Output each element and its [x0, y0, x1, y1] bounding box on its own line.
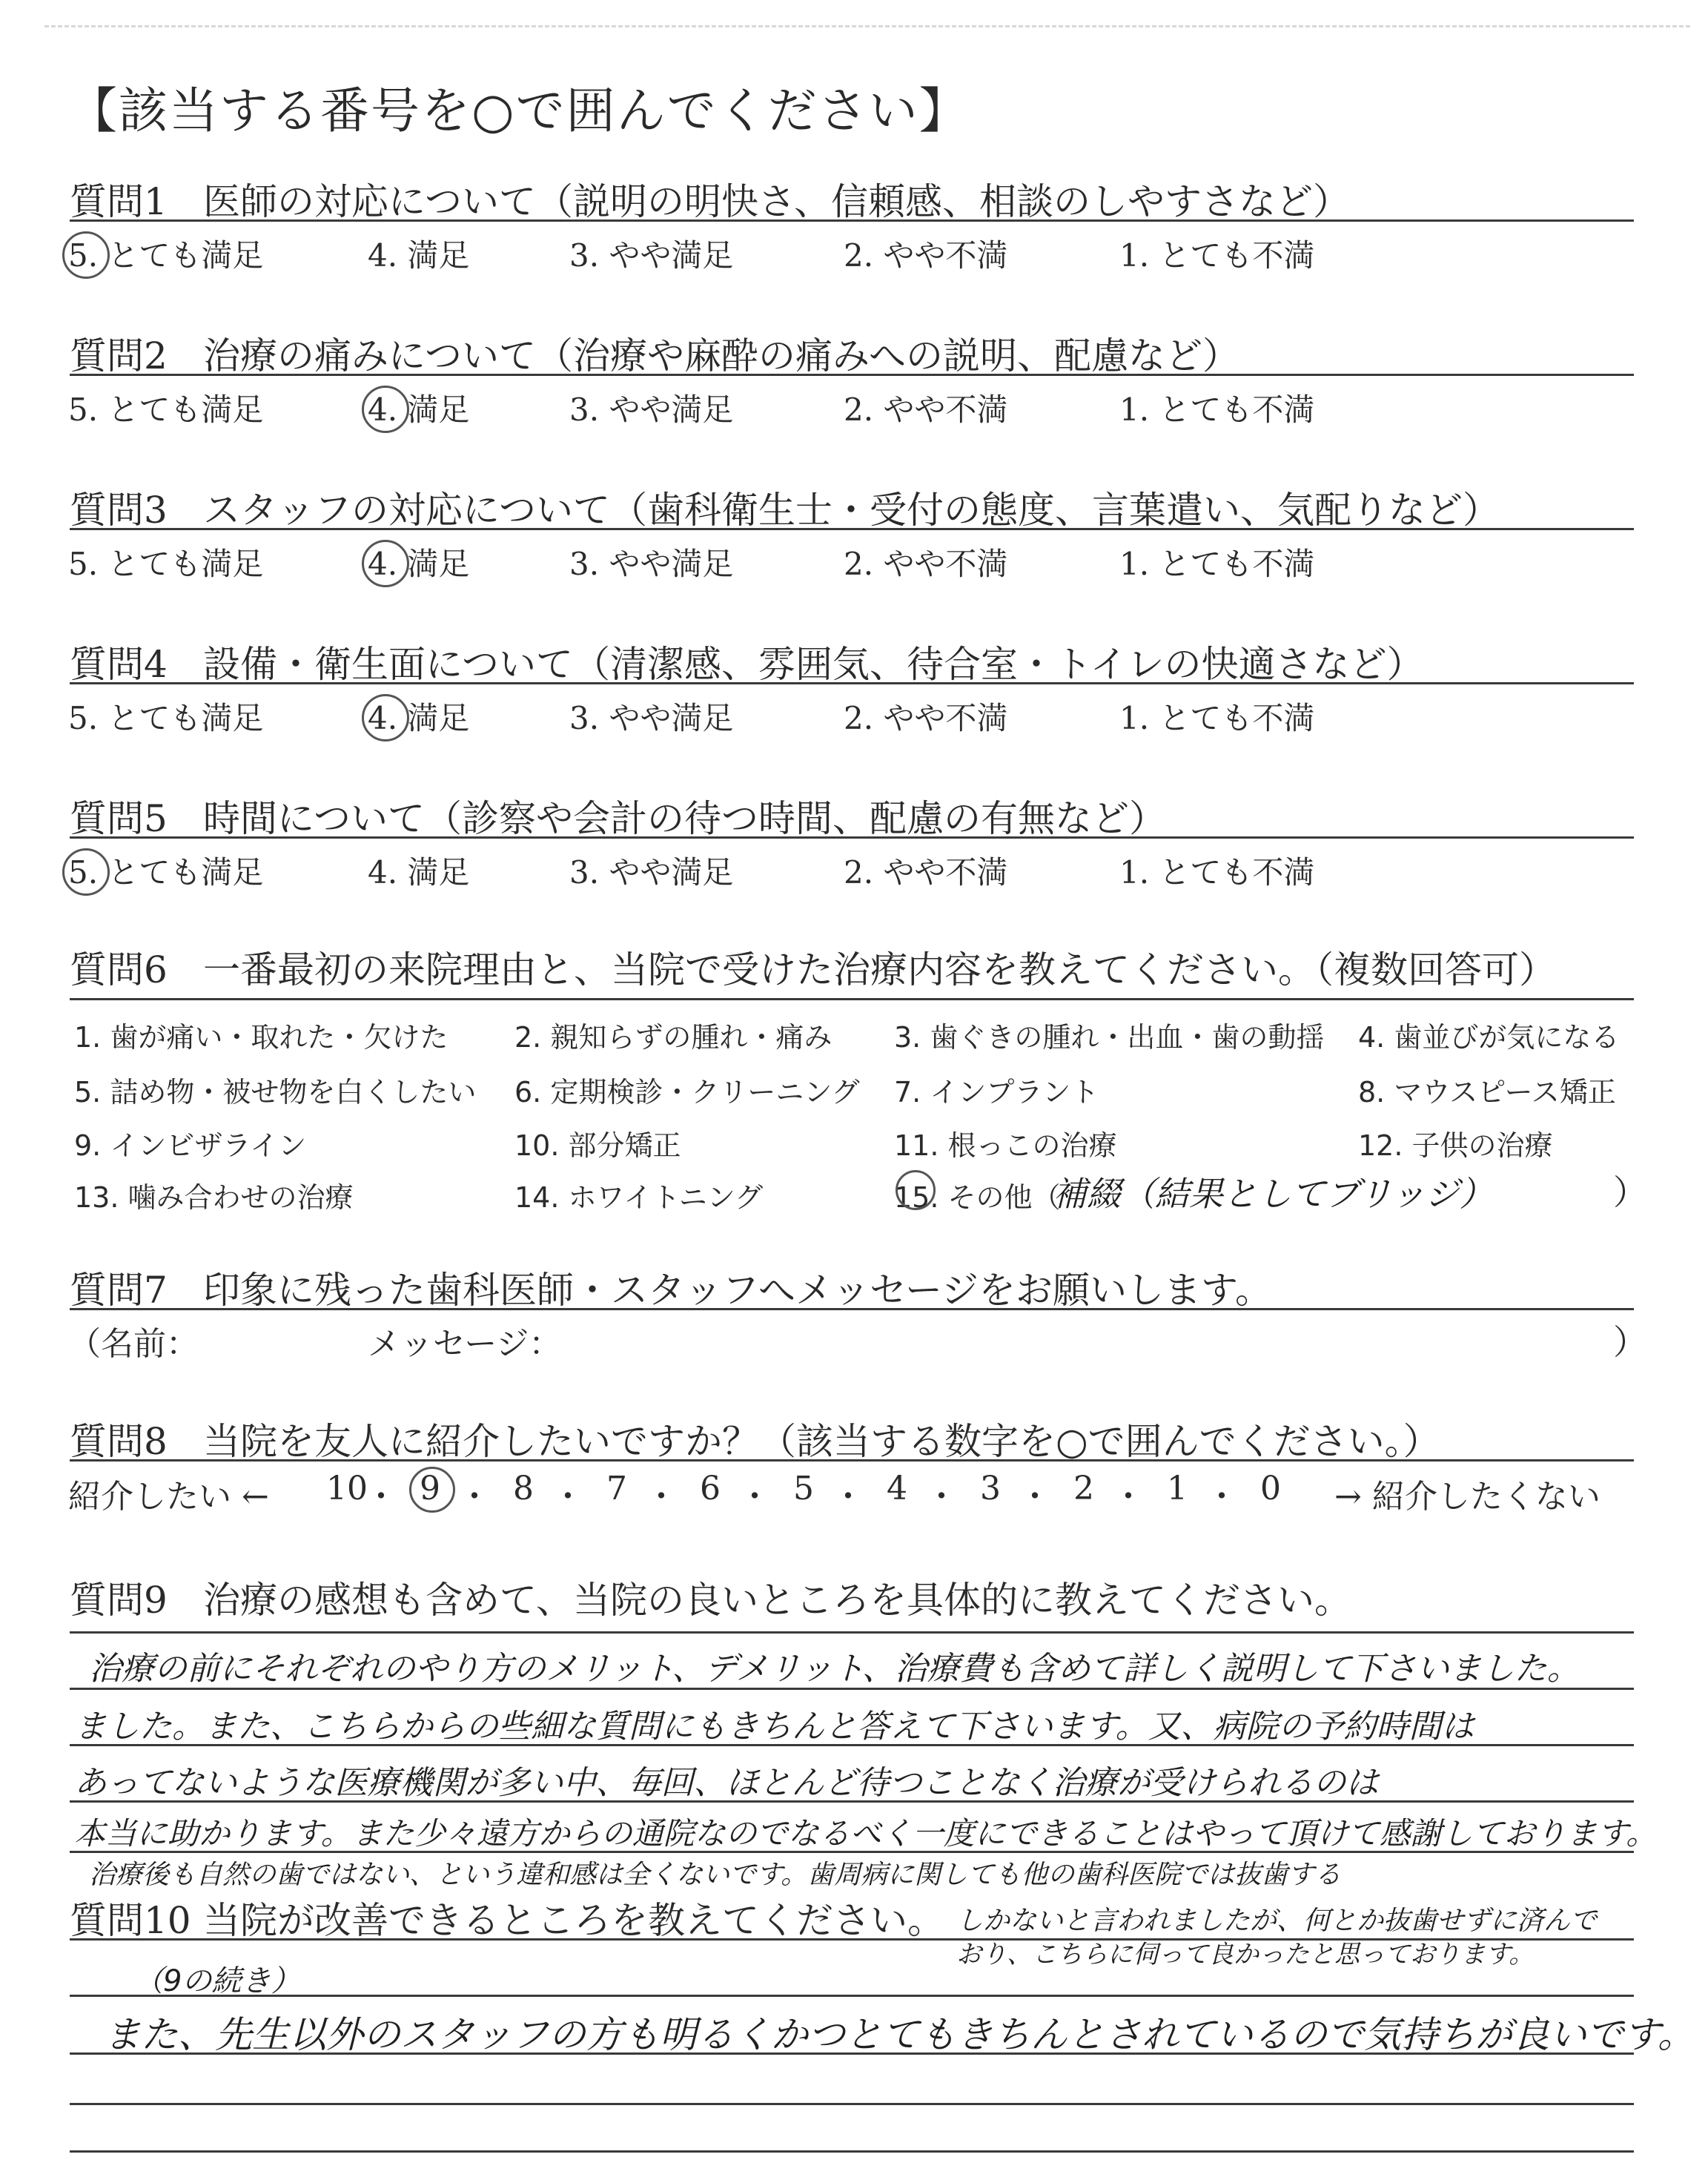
q10-writing-line: [70, 1995, 1634, 1997]
q9-handwritten-line: あってないような医療機関が多い中、毎回、ほとんど待つことなく治療が受けられるのは: [74, 1764, 1379, 1802]
scale-value[interactable]: 6: [700, 1470, 721, 1507]
satisfaction-option[interactable]: 2. やや不満: [844, 546, 1008, 582]
page-header: 【該当する番号を○で囲んでください】: [68, 82, 970, 139]
q7-name-label: （名前：: [68, 1325, 199, 1363]
scale-separator: ・: [1205, 1478, 1238, 1516]
q8-left-label: 紹介したい ←: [68, 1478, 269, 1516]
reason-option[interactable]: 8. マウスピース矯正: [1358, 1076, 1616, 1109]
scale-separator: ・: [365, 1478, 397, 1516]
satisfaction-option[interactable]: 4. 満足: [368, 700, 470, 736]
question-heading: [70, 635, 1424, 688]
reason-option[interactable]: 7. インプラント: [894, 1076, 1099, 1109]
q7-close-paren: ）: [1613, 1322, 1647, 1362]
satisfaction-option[interactable]: 4. 満足: [368, 237, 470, 274]
q9-number: 質問9: [70, 1579, 168, 1622]
satisfaction-option[interactable]: 3. やや満足: [569, 392, 734, 428]
question-heading: [70, 172, 1350, 225]
question-text: 医師の対応について（説明の明快さ、信頼感、相談のしやすさなど）: [203, 180, 1350, 223]
reason-option[interactable]: 1. 歯が痛い・取れた・欠けた: [74, 1021, 448, 1054]
satisfaction-option[interactable]: 5. とても満足: [68, 546, 264, 582]
question-text: 治療の痛みについて（治療や麻酔の痛みへの説明、配慮など）: [203, 334, 1239, 377]
reason-option[interactable]: 13. 噛み合わせの治療: [74, 1181, 354, 1214]
satisfaction-option[interactable]: 1. とても不満: [1119, 700, 1315, 736]
scale-separator: ・: [458, 1478, 491, 1516]
question-heading: [70, 326, 1239, 380]
satisfaction-option[interactable]: 3. やや満足: [569, 546, 734, 582]
satisfaction-option[interactable]: 2. やや不満: [844, 700, 1008, 736]
q10-handwritten-line: また、先生以外のスタッフの方も明るくかつとてもきちんとされているので気持ちが良いです。: [104, 2013, 1695, 2056]
scale-separator: ・: [738, 1478, 771, 1516]
satisfaction-option[interactable]: 1. とても不満: [1119, 546, 1315, 582]
q6-heading: [70, 940, 1556, 994]
reason-option[interactable]: 15. その他（: [894, 1181, 1061, 1214]
q10-text: 当院が改善できるところを教えてください。: [203, 1899, 944, 1942]
scale-value[interactable]: 4: [887, 1470, 907, 1507]
satisfaction-option[interactable]: 1. とても不満: [1119, 392, 1315, 428]
question-rule: [70, 374, 1634, 376]
q7-rule: [70, 1308, 1634, 1310]
reason-option[interactable]: 3. 歯ぐきの腫れ・出血・歯の動揺: [894, 1021, 1325, 1054]
q6-rule: [70, 998, 1634, 1000]
question-text: スタッフの対応について（歯科衛生士・受付の態度、言葉遣い、気配りなど）: [203, 489, 1500, 532]
scale-value[interactable]: 0: [1260, 1470, 1281, 1507]
q8-text: 当院を友人に紹介したいですか？（該当する数字を○で囲んでください。）: [203, 1420, 1440, 1463]
satisfaction-option[interactable]: 3. やや満足: [569, 854, 734, 891]
top-dashed-border: [44, 25, 1690, 27]
q8-rule: [70, 1459, 1634, 1462]
satisfaction-option[interactable]: 5. とても満足: [68, 392, 264, 428]
q6-selected-circle: [896, 1170, 936, 1210]
q10-heading: [70, 1891, 944, 1944]
question-number: 質問1: [70, 180, 168, 223]
selected-answer-circle: [362, 540, 409, 587]
satisfaction-option[interactable]: 3. やや満足: [569, 237, 734, 274]
q9-handwritten-line: 治療後も自然の歯ではない、という違和感は全くないです。歯周病に関しても他の歯科医院では抜歯する: [89, 1860, 1342, 1890]
question-heading: [70, 789, 1166, 842]
q10-writing-line: [70, 2103, 1634, 2105]
scale-separator: ・: [1019, 1478, 1051, 1516]
selected-answer-circle: [62, 848, 110, 896]
selected-answer-circle: [362, 386, 409, 433]
question-text: 設備・衛生面について（清潔感、雰囲気、待合室・トイレの快適さなど）: [203, 643, 1424, 686]
scale-value[interactable]: 10: [326, 1470, 368, 1507]
reason-option[interactable]: 14. ホワイトニング: [514, 1181, 764, 1214]
satisfaction-option[interactable]: 3. やや満足: [569, 700, 734, 736]
scale-separator: ・: [552, 1478, 584, 1516]
scale-value[interactable]: 7: [606, 1470, 627, 1507]
q10-writing-line: [70, 1938, 1634, 1941]
q9-handwritten-line: 本当に助かります。また少々遠方からの通院なのでなるべく一度にできることはやって頂けて感謝しております。: [74, 1815, 1658, 1852]
satisfaction-option[interactable]: 2. やや不満: [844, 854, 1008, 891]
scale-separator: ・: [1112, 1478, 1145, 1516]
q10-handwritten-note: （9の続き）: [133, 1964, 301, 1998]
selected-scale-circle: [409, 1467, 455, 1513]
question-number: 質問4: [70, 643, 168, 686]
question-number: 質問3: [70, 489, 168, 532]
q8-number: 質問8: [70, 1420, 168, 1463]
scale-value[interactable]: 5: [793, 1470, 814, 1507]
satisfaction-option[interactable]: 4. 満足: [368, 546, 470, 582]
q7-number: 質問7: [70, 1269, 168, 1312]
scale-separator: ・: [832, 1478, 864, 1516]
q7-message-label: メッセージ：: [368, 1325, 562, 1363]
reason-option[interactable]: 5. 詰め物・被せ物を白くしたい: [74, 1076, 477, 1109]
reason-option[interactable]: 11. 根っこの治療: [894, 1129, 1117, 1162]
satisfaction-option[interactable]: 5. とても満足: [68, 854, 264, 891]
q7-heading: [70, 1261, 1272, 1314]
q10-writing-line: [70, 2052, 1634, 2055]
satisfaction-option[interactable]: 2. やや不満: [844, 237, 1008, 274]
question-rule: [70, 682, 1634, 684]
q8-right-label: → 紹介したくない: [1334, 1478, 1601, 1516]
satisfaction-option[interactable]: 4. 満足: [368, 854, 470, 891]
reason-option[interactable]: 6. 定期検診・クリーニング: [514, 1076, 860, 1109]
q9-handwritten-line: ました。また、こちらからの些細な質問にもきちんと答えて下さいます。又、病院の予約時間は: [74, 1708, 1474, 1745]
question-rule: [70, 219, 1634, 222]
reason-option[interactable]: 9. インビザライン: [74, 1129, 307, 1162]
q8-heading: [70, 1412, 1440, 1465]
satisfaction-option[interactable]: 2. やや不満: [844, 392, 1008, 428]
q9-text: 治療の感想も含めて、当院の良いところを具体的に教えてください。: [203, 1579, 1351, 1622]
scale-value[interactable]: 1: [1167, 1470, 1188, 1507]
q9-handwritten-line: おり、こちらに伺って良かったと思っております。: [956, 1940, 1535, 1969]
q9-heading: [70, 1571, 1351, 1624]
q6-other-handwritten: 補綴（結果としてブリッジ）: [1053, 1174, 1494, 1214]
question-heading: [70, 480, 1500, 534]
q7-text: 印象に残った歯科医師・スタッフへメッセージをお願いします。: [203, 1269, 1272, 1312]
reason-option[interactable]: 4. 歯並びが気になる: [1358, 1021, 1620, 1054]
scale-separator: ・: [645, 1478, 678, 1516]
scale-value[interactable]: 3: [980, 1470, 1001, 1507]
reason-option[interactable]: 2. 親知らずの腫れ・痛み: [514, 1021, 833, 1054]
scale-value[interactable]: 9: [420, 1470, 440, 1507]
q9-writing-line: [70, 1631, 1634, 1634]
selected-answer-circle: [362, 694, 409, 742]
q6-number: 質問6: [70, 948, 168, 991]
q6-close-paren: ）: [1613, 1172, 1647, 1212]
q10-writing-line: [70, 2150, 1634, 2153]
satisfaction-option[interactable]: 4. 満足: [368, 392, 470, 428]
q10-number: 質問10: [70, 1899, 191, 1942]
satisfaction-option[interactable]: 5. とても満足: [68, 700, 264, 736]
scale-value[interactable]: 2: [1073, 1470, 1094, 1507]
question-rule: [70, 836, 1634, 839]
question-number: 質問5: [70, 797, 168, 840]
satisfaction-option[interactable]: 1. とても不満: [1119, 237, 1315, 274]
selected-answer-circle: [62, 231, 110, 279]
scale-value[interactable]: 8: [513, 1470, 534, 1507]
q9-handwritten-line: しかないと言われましたが、何とか抜歯せずに済んで: [956, 1906, 1598, 1936]
question-number: 質問2: [70, 334, 168, 377]
q9-handwritten-line: 治療の前にそれぞれのやり方のメリット、デメリット、治療費も含めて詳しく説明して下さいました。: [89, 1650, 1580, 1688]
reason-option[interactable]: 10. 部分矯正: [514, 1129, 681, 1162]
question-rule: [70, 528, 1634, 530]
satisfaction-option[interactable]: 5. とても満足: [68, 237, 264, 274]
scale-separator: ・: [925, 1478, 958, 1516]
q6-text: 一番最初の来院理由と、当院で受けた治療内容を教えてください。（複数回答可）: [203, 948, 1556, 991]
satisfaction-option[interactable]: 1. とても不満: [1119, 854, 1315, 891]
reason-option[interactable]: 12. 子供の治療: [1358, 1129, 1553, 1162]
question-text: 時間について（診察や会計の待つ時間、配慮の有無など）: [203, 797, 1166, 840]
